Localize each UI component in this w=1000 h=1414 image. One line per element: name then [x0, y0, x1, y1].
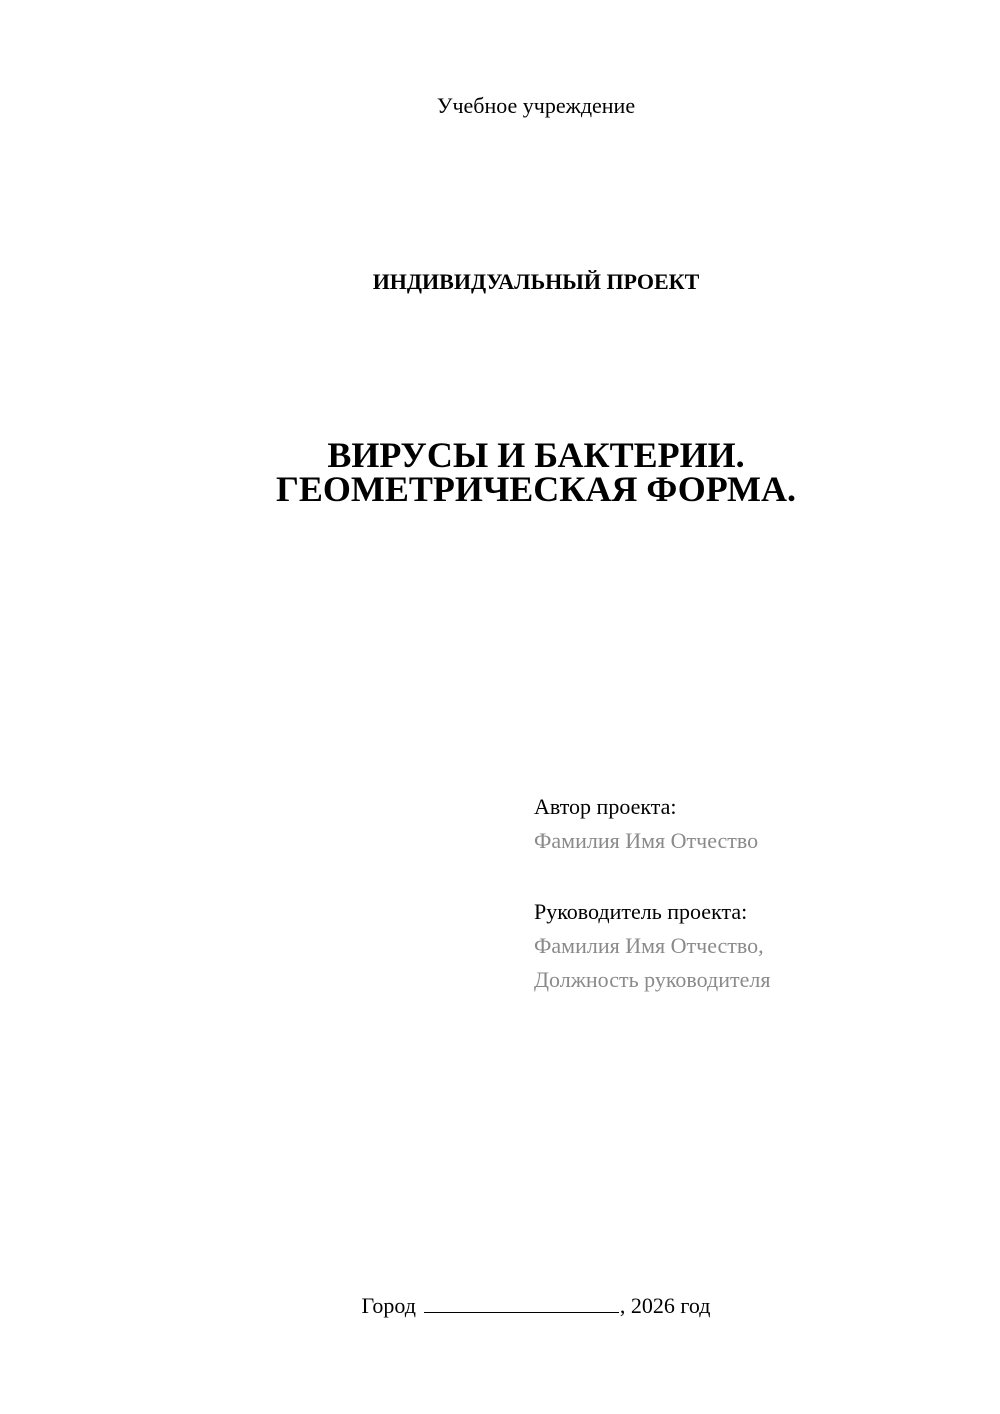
- author-label: Автор проекта:: [534, 794, 677, 819]
- project-title: [0, 435, 1000, 509]
- supervisor-label: Руководитель проекта:: [534, 899, 748, 924]
- city-label: Город: [361, 1293, 416, 1318]
- year-text: , 2026 год: [619, 1293, 711, 1318]
- author-name: Фамилия Имя Отчество: [534, 828, 759, 853]
- spacer: [534, 858, 770, 895]
- city-blank-line: [424, 1292, 619, 1313]
- project-title-line-2: ГЕОМЕТРИЧЕСКАЯ ФОРМА.: [275, 469, 797, 509]
- supervisor-position: Должность руководителя: [534, 967, 771, 992]
- supervisor-name: Фамилия Имя Отчество,: [534, 933, 764, 958]
- institution-name: Учебное учреждение: [436, 93, 636, 118]
- project-title-line-1: ВИРУСЫ И БАКТЕРИИ.: [327, 435, 745, 475]
- project-info-block: [534, 790, 770, 997]
- document-type: ИНДИВИДУАЛЬНЫЙ ПРОЕКТ: [372, 269, 700, 294]
- footer-city-year: [0, 1292, 1000, 1320]
